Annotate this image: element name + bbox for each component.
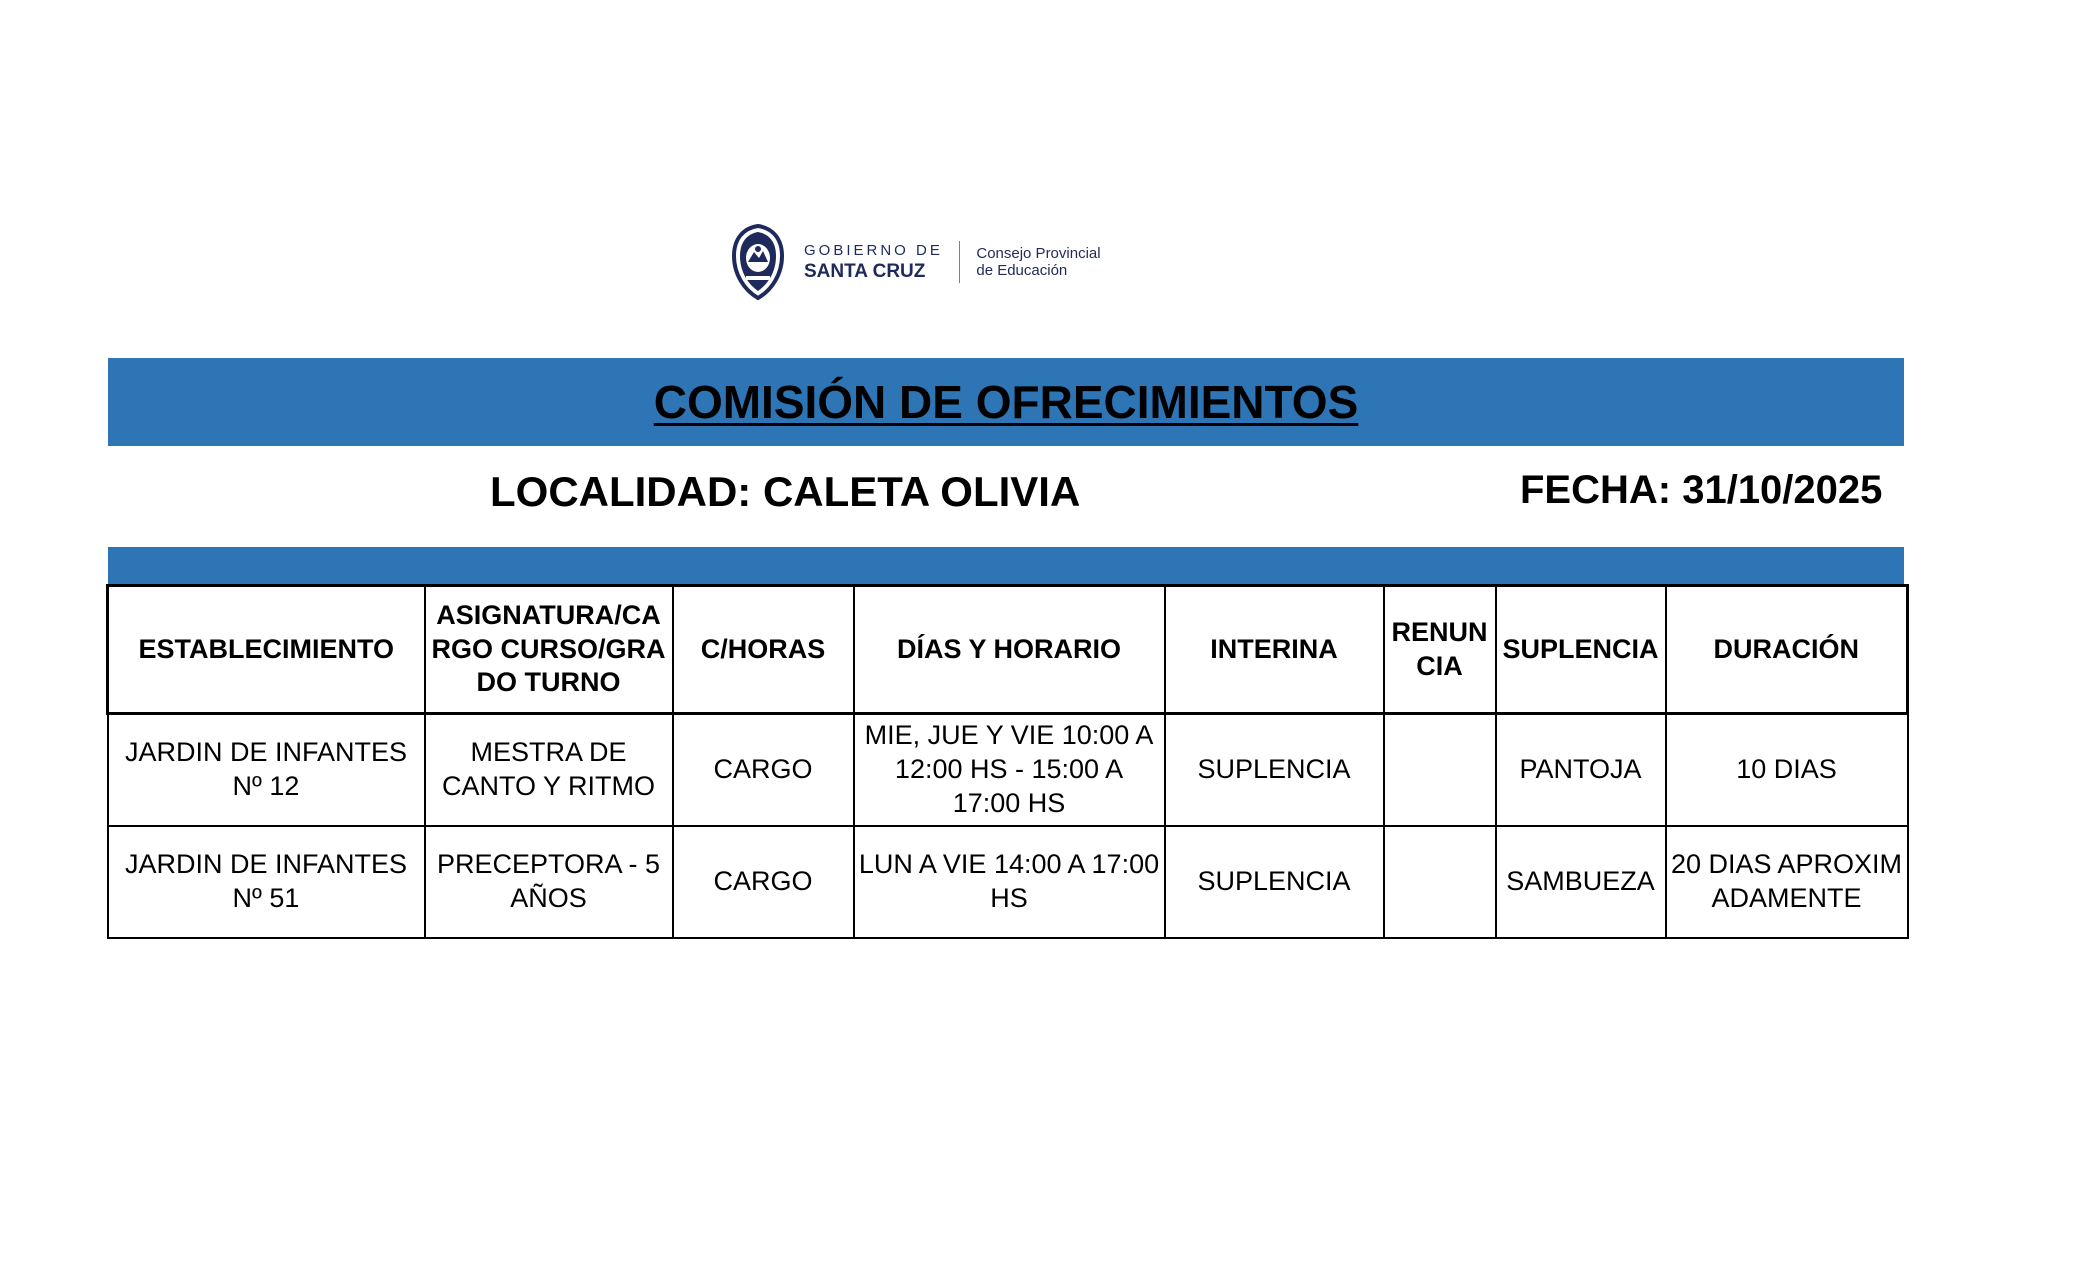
cell-duracion: 10 DIAS [1666, 714, 1908, 827]
cell-establecimiento: JARDIN DE INFANTES Nº 12 [108, 714, 425, 827]
cell-dias-horario: LUN A VIE 14:00 A 17:00 HS [854, 826, 1165, 938]
fecha-label: FECHA: 31/10/2025 [1520, 468, 1883, 512]
cell-dias-horario: MIE, JUE Y VIE 10:00 A 12:00 HS - 15:00 A 17:00 HS [854, 714, 1165, 827]
table-row [108, 826, 1908, 938]
cell-renuncia [1384, 826, 1496, 938]
column-header-renuncia: RENUNCIA [1384, 586, 1496, 714]
column-header-duracion: DURACIÓN [1666, 586, 1908, 714]
logo-line-1: GOBIERNO DE [804, 242, 943, 259]
column-header-asignatura: ASIGNATURA/CARGO CURSO/GRADO TURNO [425, 586, 673, 714]
cell-renuncia [1384, 714, 1496, 827]
cell-asignatura: MESTRA DE CANTO Y RITMO [425, 714, 673, 827]
cell-interina: SUPLENCIA [1165, 826, 1384, 938]
cell-suplencia: SAMBUEZA [1496, 826, 1666, 938]
offers-table [106, 584, 1909, 939]
cell-suplencia: PANTOJA [1496, 714, 1666, 827]
table-row [108, 714, 1908, 827]
title-band [108, 358, 1904, 446]
cell-establecimiento: JARDIN DE INFANTES Nº 51 [108, 826, 425, 938]
cell-interina: SUPLENCIA [1165, 714, 1384, 827]
logo-divider [959, 241, 961, 283]
column-header-establecimiento: ESTABLECIMIENTO [108, 586, 425, 714]
column-header-suplencia: SUPLENCIA [1496, 586, 1666, 714]
government-wordmark [804, 243, 943, 281]
table-header-row [108, 586, 1908, 714]
cell-horas: CARGO [673, 714, 854, 827]
column-header-horas: C/HORAS [673, 586, 854, 714]
cell-duracion: 20 DIAS APROXIMADAMENTE [1666, 826, 1908, 938]
page-title: COMISIÓN DE OFRECIMIENTOS [653, 376, 1359, 428]
logo-line-2: SANTA CRUZ [804, 261, 926, 282]
cell-horas: CARGO [673, 826, 854, 938]
table-top-band [108, 547, 1904, 585]
council-line-1: Consejo Provincial [976, 244, 1101, 262]
cell-asignatura: PRECEPTORA - 5 AÑOS [425, 826, 673, 938]
council-line-2: de Educación [976, 262, 1068, 279]
localidad-label: LOCALIDAD: CALETA OLIVIA [490, 468, 1081, 515]
provincial-seal-icon [728, 222, 788, 302]
header-logo [728, 222, 1101, 302]
column-header-interina: INTERINA [1165, 586, 1384, 714]
column-header-dias-horario: DÍAS Y HORARIO [854, 586, 1165, 714]
council-wordmark [976, 245, 1100, 280]
